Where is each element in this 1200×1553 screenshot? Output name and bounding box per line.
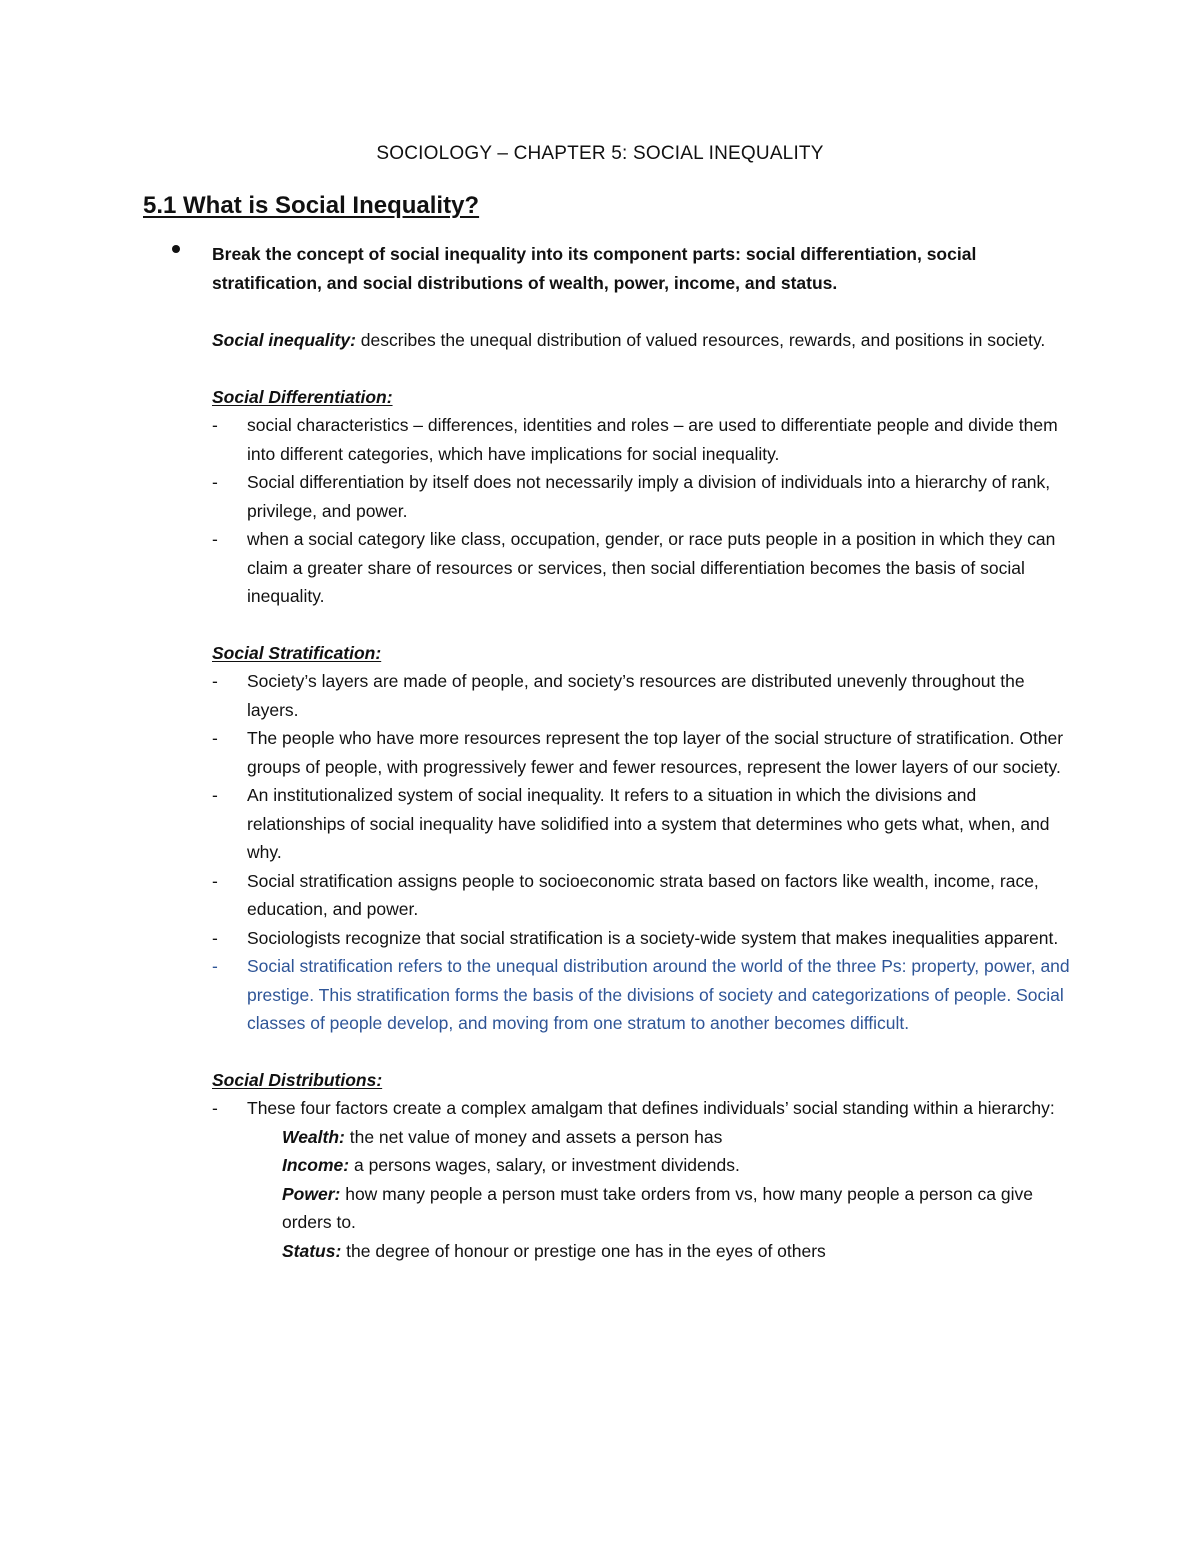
- dash-bullet-icon: -: [212, 529, 218, 549]
- factor-power: [282, 1180, 1072, 1237]
- learning-objective: Break the concept of social inequality into its component parts: social differentiation, social stratification, and social distributions of wealth, power, income, and status.: [212, 244, 977, 293]
- list-item-text: An institutionalized system of social inequality. It refers to a situation in which the divisions and relationships of social inequality have solidified into a system that determines who gets what, when, and why.: [247, 785, 1050, 862]
- factor-definitions: [212, 1123, 1072, 1266]
- list-item-text: These four factors create a complex amalgam that defines individuals’ social standing within a hierarchy:: [247, 1098, 1055, 1118]
- dash-bullet-icon: -: [212, 927, 218, 948]
- dash-bullet-icon: -: [212, 728, 218, 748]
- list-item: [212, 781, 1072, 867]
- definition-paragraph: [212, 326, 1072, 355]
- stratification-list: [212, 667, 1072, 1038]
- list-item: [212, 468, 1072, 525]
- factor-text: how many people a person must take orders from vs, how many people a person ca give orders to.: [282, 1183, 1033, 1232]
- list-item-text: social characteristics – differences, identities and roles – are used to differentiate people and divide them into different categories, which have implications for social inequality.: [247, 415, 1058, 464]
- list-item: [212, 411, 1072, 468]
- dash-bullet-icon: -: [212, 870, 218, 891]
- list-item: [212, 525, 1072, 611]
- list-item: [212, 1094, 1072, 1123]
- differentiation-list: [212, 411, 1072, 611]
- factor-term: Power:: [282, 1183, 341, 1204]
- definition-term: Social inequality:: [212, 330, 356, 350]
- section-content: [212, 326, 1072, 1265]
- list-item: [212, 667, 1072, 724]
- factor-wealth: [282, 1123, 1072, 1152]
- subheading-differentiation: Social Differentiation:: [212, 386, 393, 407]
- document-title: SOCIOLOGY – CHAPTER 5: SOCIAL INEQUALITY: [376, 143, 824, 164]
- list-item-text: Social stratification assigns people to socioeconomic strata based on factors like wealth, income, race, education, and power.: [247, 870, 1039, 919]
- list-item-highlighted: [212, 952, 1072, 1038]
- dash-bullet-icon: -: [212, 472, 218, 492]
- factor-text: the net value of money and assets a person has: [344, 1126, 723, 1147]
- factor-term: Income:: [282, 1155, 350, 1175]
- bullet-icon: [172, 245, 180, 253]
- dash-bullet-icon: -: [212, 956, 218, 976]
- distributions-list: [212, 1094, 1072, 1123]
- list-item: [212, 724, 1072, 781]
- factor-term: Wealth:: [282, 1126, 345, 1147]
- section-heading: 5.1 What is Social Inequality?: [143, 192, 480, 219]
- factor-income: [282, 1151, 1072, 1180]
- list-item-text: Sociologists recognize that social stratification is a society-wide system that makes inequalities apparent.: [247, 927, 1059, 948]
- factor-status: [282, 1237, 1072, 1266]
- factor-text: a persons wages, salary, or investment dividends.: [349, 1155, 740, 1175]
- list-item-text: when a social category like class, occupation, gender, or race puts people in a position in which they can claim a greater share of resources or services, then social differentiation becomes the basis of social inequality.: [247, 529, 1056, 606]
- dash-bullet-icon: -: [212, 671, 218, 691]
- list-item: [212, 924, 1072, 953]
- dash-bullet-icon: -: [212, 415, 218, 435]
- list-item-text: Society’s layers are made of people, and society’s resources are distributed unevenly throughout the layers.: [247, 671, 1025, 720]
- definition-text: describes the unequal distribution of valued resources, rewards, and positions in society.: [355, 330, 1046, 350]
- list-item-text: Social stratification refers to the unequal distribution around the world of the three Ps: property, power, and prestige. This stratification forms the basis of the divisions of society and categorizations of people. Social classes of people develop, and moving from one stratum to another becomes difficult.: [247, 956, 1070, 1033]
- factor-term: Status:: [282, 1240, 342, 1261]
- factor-text: the degree of honour or prestige one has in the eyes of others: [341, 1240, 826, 1261]
- list-item-text: The people who have more resources represent the top layer of the social structure of stratification. Other groups of people, with progressively fewer and fewer resources, represent the lower layers of our society.: [247, 728, 1064, 777]
- subheading-stratification: Social Stratification:: [212, 642, 382, 663]
- dash-bullet-icon: -: [212, 785, 218, 805]
- list-item: [212, 867, 1072, 924]
- subheading-distributions: Social Distributions:: [212, 1069, 383, 1090]
- list-item-text: Social differentiation by itself does not necessarily imply a division of individuals into a hierarchy of rank, privilege, and power.: [247, 472, 1051, 521]
- dash-bullet-icon: -: [212, 1098, 218, 1118]
